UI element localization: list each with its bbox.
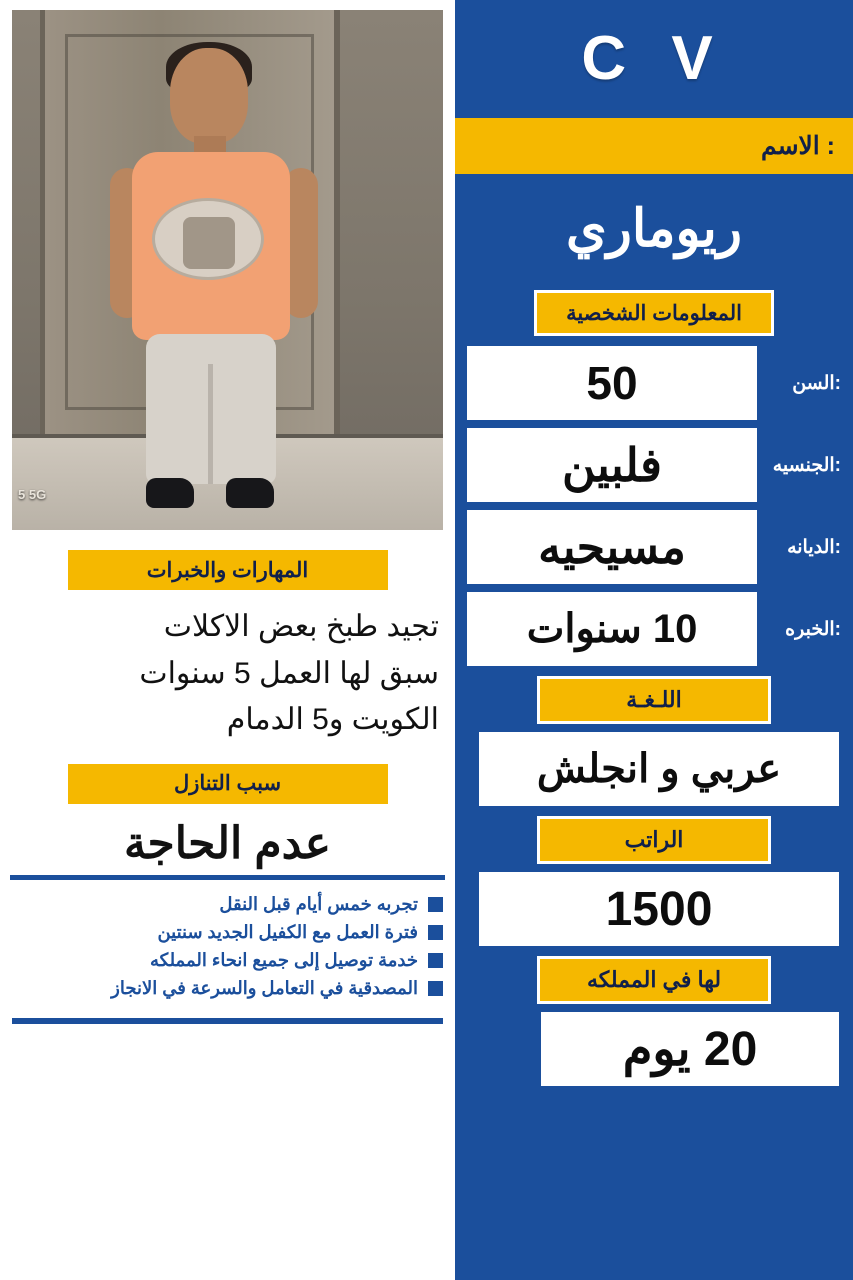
name-label: : الاسم	[760, 132, 835, 160]
photo-camera-stamp: 5 5G	[18, 487, 47, 502]
name-value-zone	[455, 174, 853, 284]
language-value: عربي و انجلش	[479, 732, 839, 806]
in-kingdom-chip-label: لها في المملكه	[586, 967, 722, 992]
square-bullet-icon	[428, 925, 443, 940]
terms-list	[12, 890, 443, 1024]
religion-value: مسيحيه	[467, 510, 757, 584]
person-shirt-print	[152, 198, 264, 280]
square-bullet-icon	[428, 897, 443, 912]
personal-info-chip	[534, 290, 774, 336]
candidate-name: ريوماري	[566, 200, 742, 258]
field-row-age	[455, 346, 853, 420]
term-text-2: فترة العمل مع الكفيل الجديد سنتين	[157, 921, 418, 942]
term-text-3: خدمة توصيل إلى جميع انحاء المملكه	[150, 949, 418, 970]
term-text-4: المصدقية في التعامل والسرعة في الانجاز	[111, 977, 418, 998]
skills-line-3: الكويت و5 الدمام	[226, 703, 439, 736]
reason-chip	[68, 764, 388, 804]
nationality-value: فلبين	[467, 428, 757, 502]
skills-line-2: سبق لها العمل 5 سنوات	[139, 656, 439, 690]
experience-value: 10 سنوات	[467, 592, 757, 666]
person-shoe-left	[146, 478, 194, 508]
personal-info-chip-label: المعلومات الشخصية	[566, 301, 742, 325]
field-row-nationality	[455, 428, 853, 502]
salary-chip	[537, 816, 771, 864]
name-label-band	[455, 118, 853, 174]
salary-chip-label: الراتب	[624, 827, 684, 852]
language-chip-label: اللـغـة	[626, 687, 682, 712]
right-info-panel	[455, 0, 853, 1280]
person-shoe-right	[226, 478, 274, 508]
age-label: :السن	[792, 372, 841, 394]
list-item	[12, 894, 443, 915]
skills-chip	[68, 550, 388, 590]
age-value: 50	[467, 346, 757, 420]
skills-chip-label: المهارات والخبرات	[146, 558, 309, 582]
reason-value: عدم الحاجة	[10, 818, 445, 880]
square-bullet-icon	[428, 981, 443, 996]
skills-text	[0, 604, 455, 744]
experience-label: :الخبره	[785, 618, 841, 640]
field-row-religion	[455, 510, 853, 584]
person-head	[170, 48, 248, 144]
skills-line-1: تجيد طبخ بعض الاكلات	[163, 610, 439, 643]
square-bullet-icon	[428, 953, 443, 968]
bottom-spacer	[0, 1024, 455, 1056]
in-kingdom-value: 20 يوم	[541, 1012, 839, 1086]
list-item	[12, 950, 443, 971]
language-chip	[537, 676, 771, 724]
reason-chip-label: سبب التنازل	[173, 772, 282, 795]
list-item	[12, 978, 443, 999]
candidate-photo	[12, 10, 443, 530]
religion-label: :الديانه	[787, 536, 841, 558]
cv-title-band	[455, 0, 853, 118]
photo-person	[108, 48, 318, 518]
nationality-label: :الجنسيه	[772, 454, 841, 476]
field-row-experience	[455, 592, 853, 666]
salary-value: 1500	[479, 872, 839, 946]
term-text-1: تجربه خمس أيام قبل النقل	[219, 893, 418, 914]
in-kingdom-chip	[537, 956, 771, 1004]
page-title: C V	[581, 24, 727, 93]
list-item	[12, 922, 443, 943]
person-pants	[146, 334, 276, 484]
